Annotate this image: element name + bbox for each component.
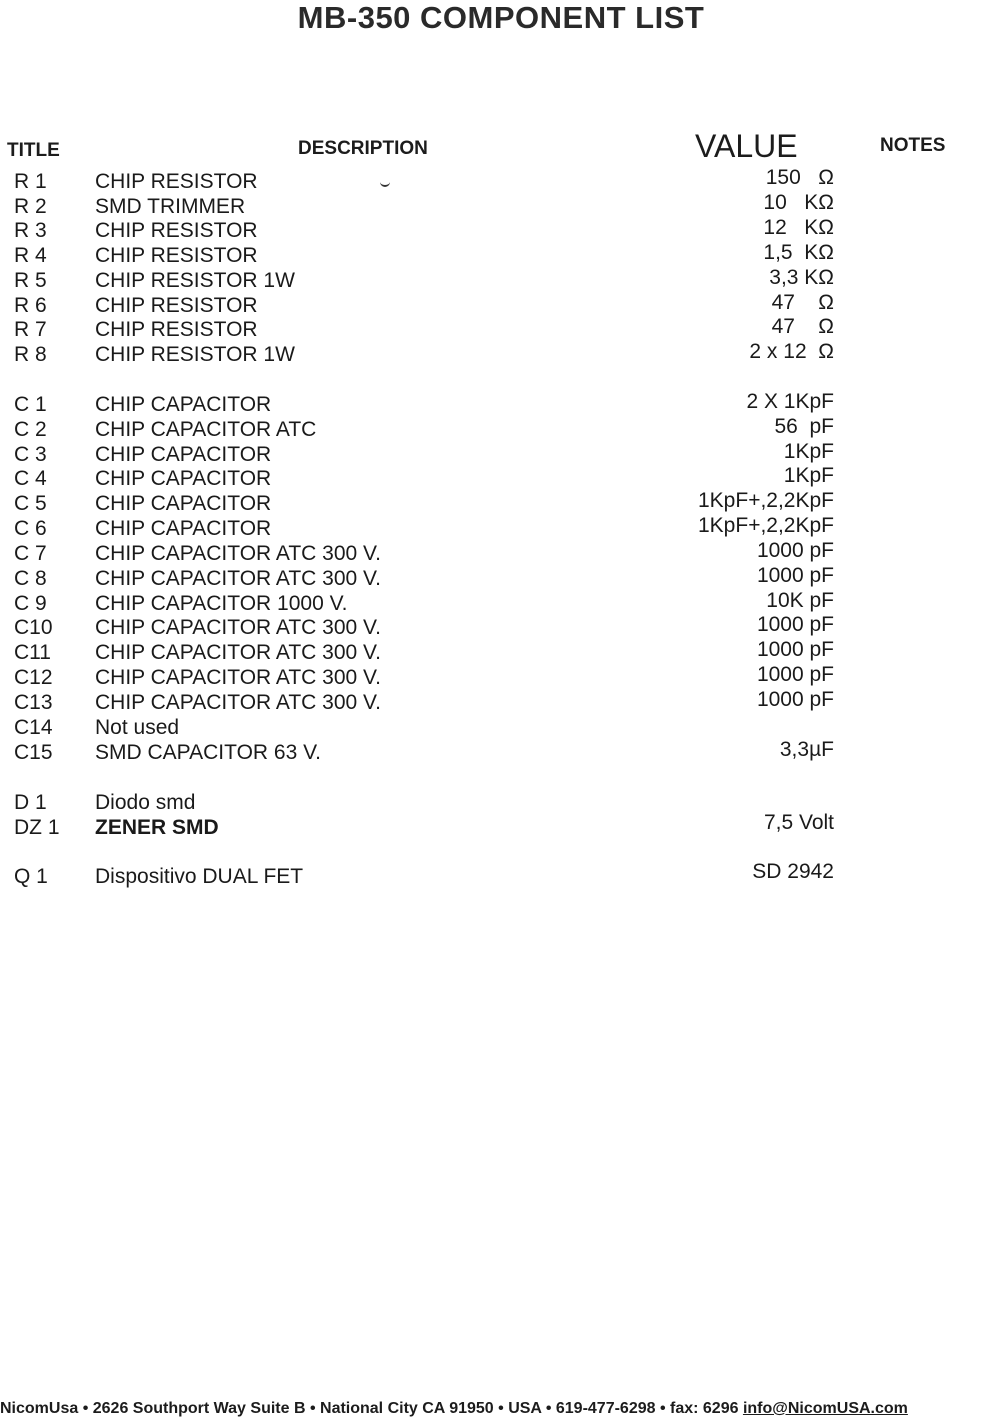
- table-row: [0, 591, 1002, 616]
- table-row: [0, 615, 1002, 640]
- component-description: CHIP RESISTOR: [95, 170, 258, 193]
- column-header-description: DESCRIPTION: [298, 138, 428, 159]
- component-ref: R 4: [14, 244, 47, 267]
- component-description: SMD TRIMMER: [95, 195, 246, 218]
- table-row: [0, 640, 1002, 665]
- component-value: 150 Ω: [765, 166, 834, 189]
- component-ref: DZ 1: [14, 816, 60, 839]
- document-title: MB-350 COMPONENT LIST: [297, 0, 705, 35]
- table-row: [0, 466, 1002, 491]
- component-value: 47 Ω: [771, 291, 834, 314]
- component-ref: C 4: [14, 467, 47, 490]
- component-value: 1000 pF: [756, 613, 834, 636]
- component-ref: R 1: [14, 170, 47, 193]
- component-ref: R 5: [14, 269, 47, 292]
- component-description: CHIP CAPACITOR ATC 300 V.: [95, 567, 381, 590]
- component-ref: R 8: [14, 343, 47, 366]
- column-header-notes: NOTES: [880, 135, 946, 156]
- table-row: [0, 715, 1002, 740]
- table-row: [0, 442, 1002, 467]
- component-value: 3,3µF: [779, 738, 834, 761]
- component-value: 1KpF+,2,2KpF: [698, 514, 834, 537]
- component-value: SD 2942: [752, 860, 834, 883]
- component-description: CHIP CAPACITOR: [95, 492, 272, 515]
- table-row: [0, 860, 1002, 889]
- table-row: [0, 392, 1002, 417]
- component-ref: C 1: [14, 393, 47, 416]
- component-description: CHIP CAPACITOR ATC 300 V.: [95, 542, 381, 565]
- component-value: 1000 pF: [756, 638, 834, 661]
- table-row: [0, 566, 1002, 591]
- component-ref: C11: [14, 641, 51, 664]
- component-value: 7,5 Volt: [763, 811, 834, 834]
- component-ref: C13: [14, 691, 53, 714]
- component-description: CHIP CAPACITOR: [95, 393, 272, 416]
- component-value: 2 X 1KpF: [746, 390, 834, 413]
- component-value: 3,3 KΩ: [769, 266, 834, 289]
- component-description: CHIP CAPACITOR ATC 300 V.: [95, 641, 381, 664]
- component-ref: C14: [14, 716, 53, 739]
- component-ref: R 7: [14, 318, 47, 341]
- component-description: CHIP CAPACITOR: [95, 443, 272, 466]
- component-ref: C 8: [14, 567, 47, 590]
- component-ref: C 9: [14, 592, 47, 615]
- component-description: CHIP CAPACITOR 1000 V.: [95, 592, 348, 615]
- table-row: [0, 342, 1002, 367]
- table-row: [0, 665, 1002, 690]
- table-row: [0, 191, 1002, 219]
- table-row: [0, 690, 1002, 715]
- component-ref: R 2: [14, 195, 47, 218]
- table-row: [0, 740, 1002, 765]
- table-row: [0, 317, 1002, 342]
- component-value: 1000 pF: [756, 663, 834, 686]
- component-description: CHIP RESISTOR 1W: [95, 343, 295, 366]
- table-row: [0, 293, 1002, 318]
- table-row: [0, 491, 1002, 516]
- component-ref: C 7: [14, 542, 47, 565]
- component-ref: C15: [14, 741, 53, 764]
- table-row: [0, 417, 1002, 442]
- component-ref: C12: [14, 666, 53, 689]
- component-ref: C10: [14, 616, 53, 639]
- component-description: CHIP RESISTOR 1W: [95, 269, 295, 292]
- table-row: [0, 166, 1002, 194]
- component-value: 1KpF: [783, 440, 834, 463]
- component-value: 1000 pF: [756, 564, 834, 587]
- component-ref: C 5: [14, 492, 47, 515]
- component-description: CHIP CAPACITOR ATC 300 V.: [95, 666, 381, 689]
- component-value: 56 pF: [774, 415, 834, 438]
- table-row: [0, 243, 1002, 268]
- component-ref: Q 1: [14, 865, 48, 888]
- component-description: Not used: [95, 716, 180, 739]
- component-description: CHIP RESISTOR: [95, 318, 258, 341]
- component-value: 47 Ω: [771, 315, 834, 338]
- column-header-value: VALUE: [695, 128, 798, 164]
- component-ref: C 2: [14, 418, 47, 441]
- component-description: CHIP CAPACITOR: [95, 517, 272, 540]
- component-description: Dispositivo DUAL FET: [95, 865, 304, 888]
- table-row: [0, 268, 1002, 293]
- component-value: 10 KΩ: [763, 191, 834, 214]
- component-value: 1000 pF: [756, 688, 834, 711]
- component-description: Diodo smd: [95, 791, 196, 814]
- component-value: 1KpF+,2,2KpF: [698, 489, 834, 512]
- footer-email-link[interactable]: info@NicomUSA.com: [742, 1400, 908, 1417]
- component-description: CHIP CAPACITOR ATC 300 V.: [95, 616, 381, 639]
- component-description: CHIP CAPACITOR ATC: [95, 418, 317, 441]
- component-description: CHIP RESISTOR: [95, 294, 258, 317]
- component-value: 10K pF: [766, 589, 834, 612]
- component-description: CHIP RESISTOR: [95, 219, 258, 242]
- footer-address: NicomUsa • 2626 Southport Way Suite B • National City CA 91950 • USA • 619-477-6298 • fax: 6296: [0, 1400, 743, 1417]
- component-description: CHIP CAPACITOR: [95, 467, 272, 490]
- component-ref: R 6: [14, 294, 47, 317]
- component-ref: C 3: [14, 443, 47, 466]
- component-value: 1000 pF: [756, 539, 834, 562]
- component-description: ZENER SMD: [95, 816, 219, 839]
- component-description: SMD CAPACITOR 63 V.: [95, 741, 322, 764]
- table-row: [0, 541, 1002, 566]
- footer: [0, 1400, 1002, 1418]
- table-row: [0, 218, 1002, 243]
- table-row: [0, 516, 1002, 541]
- table-row: [0, 811, 1002, 840]
- component-value: 1,5 KΩ: [763, 241, 834, 264]
- component-value: 12 KΩ: [763, 216, 834, 239]
- component-value: 2 x 12 Ω: [749, 340, 834, 363]
- component-description: CHIP CAPACITOR ATC 300 V.: [95, 691, 381, 714]
- table-row: [0, 790, 1002, 815]
- component-ref: R 3: [14, 219, 47, 242]
- component-ref: D 1: [14, 791, 47, 814]
- component-ref: C 6: [14, 517, 47, 540]
- column-header-title: TITLE: [7, 140, 60, 161]
- component-value: 1KpF: [783, 464, 834, 487]
- component-description: CHIP RESISTOR: [95, 244, 258, 267]
